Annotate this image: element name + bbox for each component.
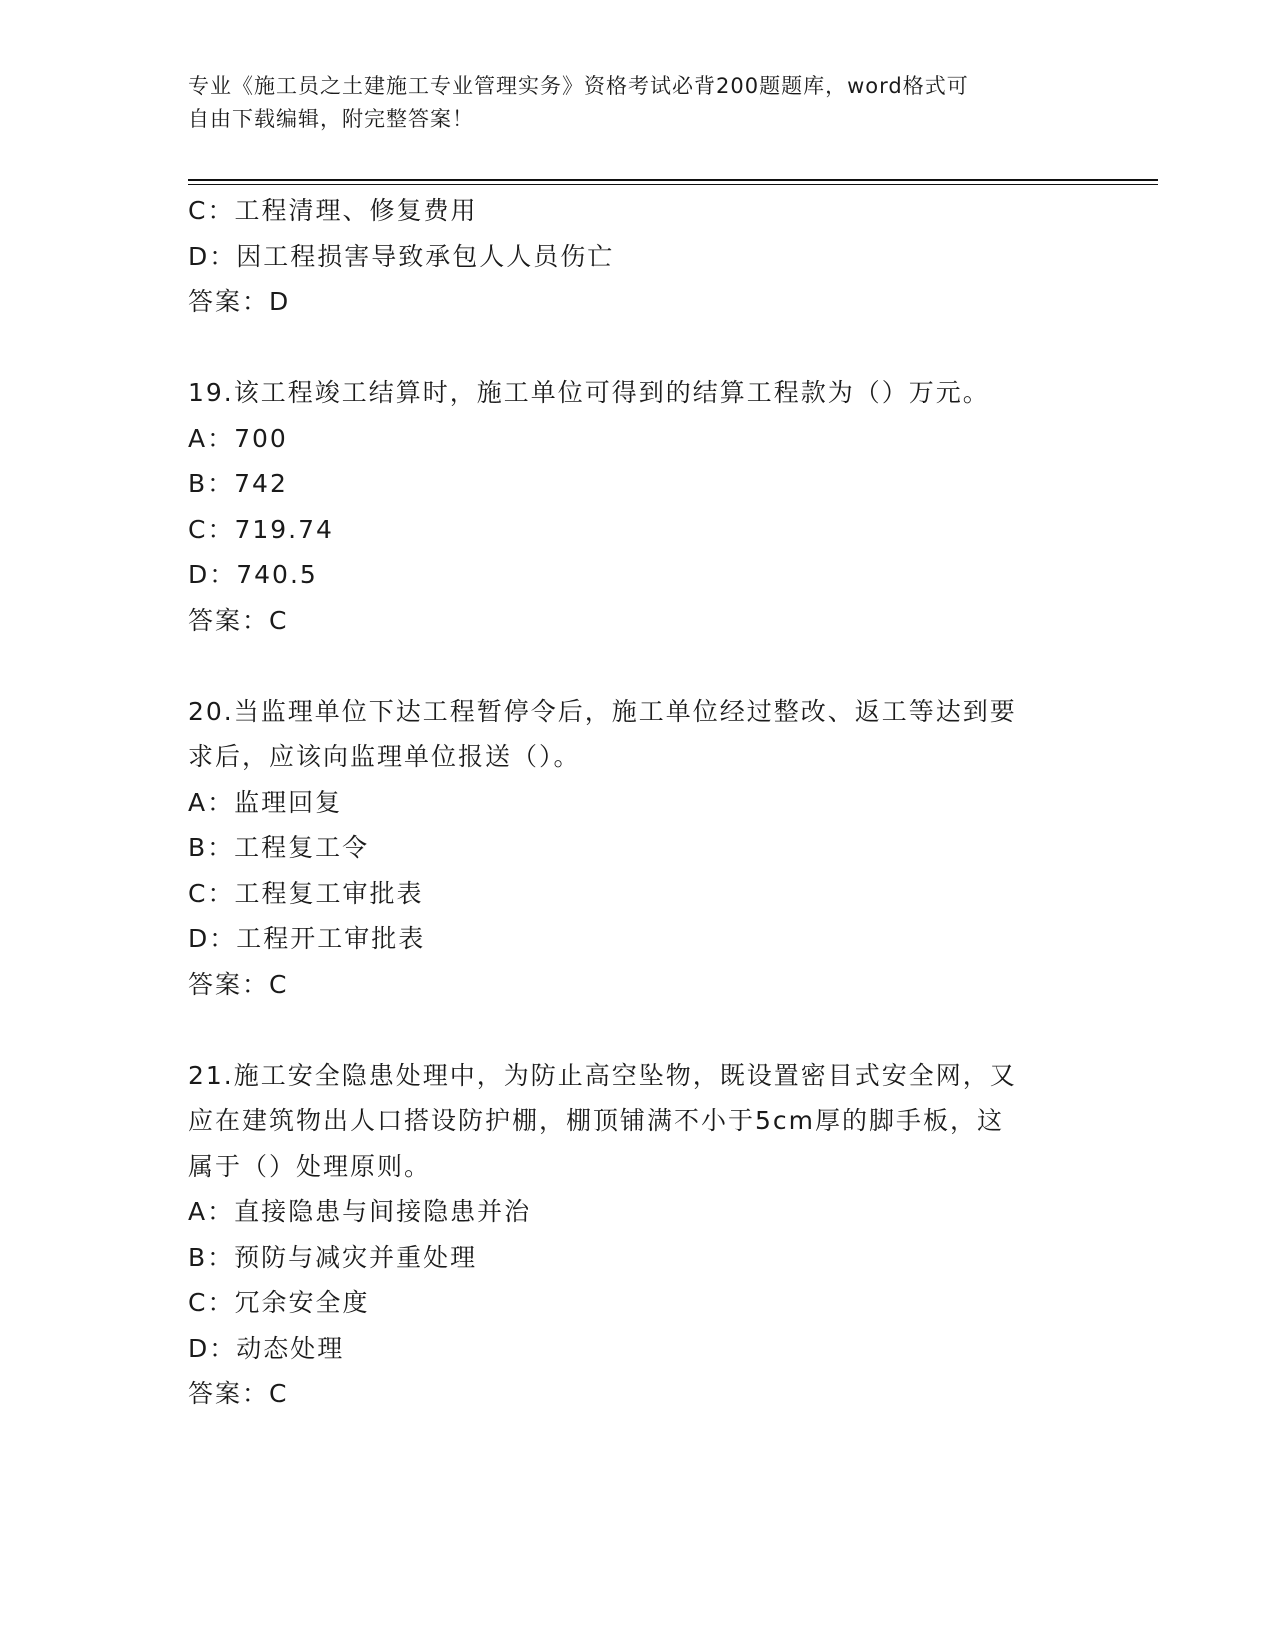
option-d: D：因工程损害导致承包人人员伤亡 [188,241,615,271]
question-stem-line-1: 21.施工安全隐患处理中，为防止高空坠物，既设置密目式安全网，又 [188,1060,1017,1090]
question-stem-line-2: 应在建筑物出人口搭设防护棚，棚顶铺满不小于5cm厚的脚手板，这 [188,1106,1005,1135]
answer-line: 答案：D [188,287,291,316]
header-line-1: 专业《施工员之土建施工专业管理实务》资格考试必背200题题库，word格式可 [188,74,969,98]
option-b: B：742 [188,469,288,498]
question-stem-line-2: 求后，应该向监理单位报送（）。 [188,742,581,771]
answer-line: 答案：C [188,605,289,635]
option-b: B：工程复工令 [188,833,370,862]
header-divider-thin [188,184,1158,185]
answer-line: 答案：C [188,1379,289,1408]
option-c: C：719.74 [188,514,334,544]
question-stem: 19.该工程竣工结算时，施工单位可得到的结算工程款为（）万元。 [188,378,990,407]
question-21 [188,1053,1088,1417]
header-line-2: 自由下载编辑，附完整答案！ [188,107,474,131]
option-a: A：监理回复 [188,787,343,817]
question-19 [188,370,1088,643]
question-20 [188,689,1088,1008]
question-list [188,188,1088,1417]
option-b: B：预防与减灾并重处理 [188,1242,478,1272]
header-divider-thick [188,179,1158,181]
option-d: D：动态处理 [188,1333,345,1363]
option-d: D：740.5 [188,560,318,589]
answer-line: 答案：C [188,969,289,999]
question-stem-line-1: 20.当监理单位下达工程暂停令后，施工单位经过整改、返工等达到要 [188,696,1017,726]
option-d: D：工程开工审批表 [188,924,426,953]
option-c: C：工程清理、修复费用 [188,196,478,225]
option-c: C：工程复工审批表 [188,878,424,908]
option-a: A：700 [188,423,288,453]
option-c: C：冗余安全度 [188,1288,370,1317]
option-a: A：直接隐患与间接隐患并治 [188,1197,532,1226]
question-18-continued [188,188,1088,325]
question-stem-line-3: 属于（）处理原则。 [188,1151,432,1181]
document-header [188,70,1068,136]
